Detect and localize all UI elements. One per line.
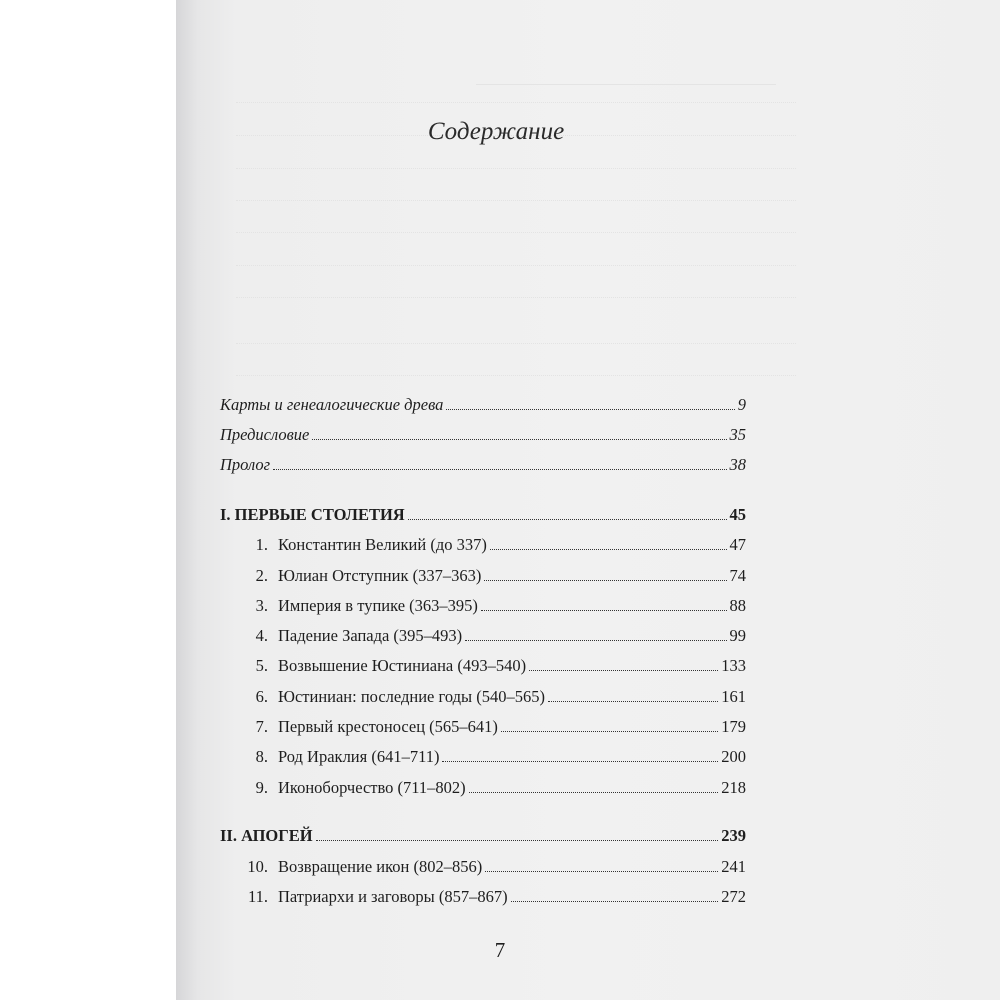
toc-chapter-4[interactable]: [220, 626, 746, 650]
chapter-page: 88: [729, 596, 746, 615]
toc-entry-prologue[interactable]: [220, 455, 746, 479]
leader-dots: [529, 670, 718, 671]
toc-entry-maps[interactable]: [220, 395, 746, 419]
chapter-number: 11.: [247, 887, 268, 906]
chapter-number: 6.: [255, 687, 268, 706]
toc-chapter-6[interactable]: [220, 687, 746, 711]
toc-part-label: I. ПЕРВЫЕ СТОЛЕТИЯ: [220, 505, 405, 524]
toc-part-page: 45: [729, 505, 746, 524]
leader-dots: [511, 901, 719, 902]
toc-chapter-2[interactable]: [220, 566, 746, 590]
toc-chapter-7[interactable]: [220, 717, 746, 741]
leader-dots: [469, 792, 719, 793]
chapter-title: Империя в тупике (363–395): [278, 596, 478, 615]
chapter-number: 10.: [247, 857, 268, 876]
chapter-title: Юлиан Отступник (337–363): [278, 566, 482, 585]
leader-dots: [446, 409, 734, 410]
leader-dots: [312, 439, 726, 440]
leader-dots: [490, 549, 727, 550]
toc-chapter-8[interactable]: [220, 747, 746, 771]
chapter-page: 47: [729, 535, 746, 554]
toc-entry-page: 35: [729, 425, 746, 444]
page-number: 7: [494, 938, 506, 962]
chapter-title: Юстиниан: последние годы (540–565): [278, 687, 545, 706]
chapter-title: Первый крестоносец (565–641): [278, 717, 498, 736]
toc-chapter-5[interactable]: [220, 656, 746, 680]
toc-entry-preface[interactable]: [220, 425, 746, 449]
chapter-title: Падение Запада (395–493): [278, 626, 463, 645]
toc-entry-label: Пролог: [220, 455, 271, 474]
toc-chapter-1[interactable]: [220, 535, 746, 559]
chapter-number: 1.: [255, 535, 268, 554]
leader-dots: [484, 580, 726, 581]
chapter-title: Возвращение икон (802–856): [278, 857, 483, 876]
toc-chapter-11[interactable]: [220, 887, 746, 911]
leader-dots: [273, 469, 726, 470]
leader-dots: [481, 610, 727, 611]
chapter-page: 200: [721, 747, 746, 766]
toc-chapter-3[interactable]: [220, 596, 746, 620]
chapter-number: 8.: [255, 747, 268, 766]
toc-entry-page: 38: [729, 455, 746, 474]
chapter-number: 5.: [255, 656, 268, 675]
leader-dots: [408, 519, 727, 520]
chapter-page: 241: [721, 857, 746, 876]
chapter-page: 179: [721, 717, 746, 736]
toc-entry-label: Карты и генеалогические древа: [220, 395, 444, 414]
chapter-title: Род Ираклия (641–711): [278, 747, 440, 766]
chapter-title: Возвышение Юстиниана (493–540): [278, 656, 527, 675]
chapter-number: 3.: [255, 596, 268, 615]
chapter-page: 133: [721, 656, 746, 675]
leader-dots: [316, 840, 719, 841]
chapter-number: 4.: [255, 626, 268, 645]
toc-part-1[interactable]: [220, 505, 746, 529]
page-title: Содержание: [427, 118, 565, 145]
chapter-page: 161: [721, 687, 746, 706]
chapter-title: Патриархи и заговоры (857–867): [278, 887, 508, 906]
leader-dots: [485, 871, 718, 872]
leader-dots: [465, 640, 726, 641]
toc-entry-label: Предисловие: [220, 425, 310, 444]
leader-dots: [548, 701, 718, 702]
toc-part-page: 239: [721, 826, 746, 845]
leader-dots: [501, 731, 718, 732]
book-page: [176, 0, 1000, 1000]
leader-dots: [442, 761, 718, 762]
chapter-page: 74: [729, 566, 746, 585]
toc-entry-page: 9: [737, 395, 746, 414]
toc-chapter-10[interactable]: [220, 857, 746, 881]
chapter-number: 9.: [255, 778, 268, 797]
chapter-title: Иконоборчество (711–802): [278, 778, 466, 797]
chapter-page: 218: [721, 778, 746, 797]
chapter-number: 2.: [255, 566, 268, 585]
chapter-title: Константин Великий (до 337): [278, 535, 487, 554]
chapter-page: 99: [729, 626, 746, 645]
toc-chapter-9[interactable]: [220, 778, 746, 802]
chapter-page: 272: [721, 887, 746, 906]
chapter-number: 7.: [255, 717, 268, 736]
toc-part-label: II. АПОГЕЙ: [220, 826, 313, 845]
toc-part-2[interactable]: [220, 826, 746, 850]
